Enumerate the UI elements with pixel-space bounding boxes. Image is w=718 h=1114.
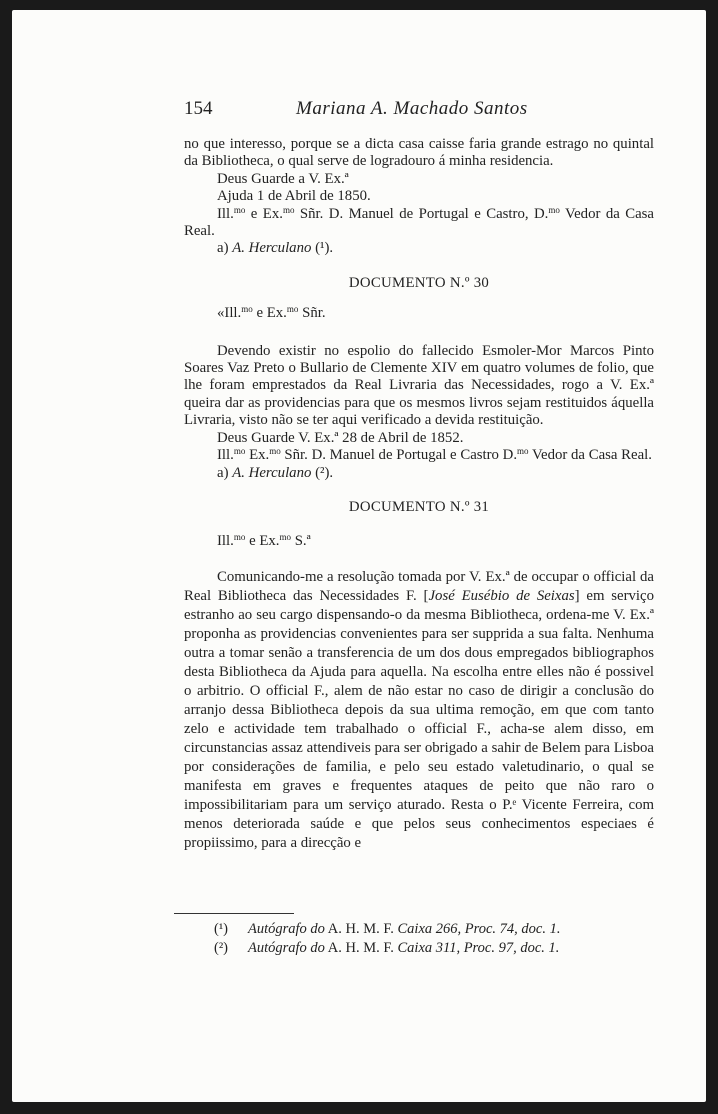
body-text: [184, 136, 654, 853]
paragraph: no que interesso, porque se a dicta casa caisse faria grande estrago no quintal da Bibliotheca, o qual serve de logradouro á minha residencia.: [184, 136, 654, 170]
document-30-salutation: «Ill.$^{mo}$ e Ex.$^{mo}$ Sñr.: [217, 304, 326, 322]
document-30-addressee: Ill.$^{mo}$ Ex.$^{mo}$ Sñr. D. Manuel de Portugal e Castro D.$^{mo}$ Vedor da Casa Real.: [217, 446, 652, 464]
footnote: (¹) Autógrafo do A. H. M. F. Caixa 266, Proc. 74, doc. 1.: [214, 921, 561, 937]
signature-line: a) A. Herculano (¹).: [217, 240, 334, 257]
page-header: [184, 98, 654, 122]
document-30-paragraph: Devendo existir no espolio do fallecido Esmoler-Mor Marcos Pinto Soares Vaz Preto o Bullario de Clemente XIV em quatro volumes de folio, que lhe foram emprestados da Real Livraria das Necessidades, rogo a V. Ex.ª queira dar as providencias para que os mesmos livros sejam restituidos áquella Livraria, visto não se ter aqui verificado a devida restituição.: [184, 342, 654, 429]
document-30-closing: Deus Guarde V. Ex.ª 28 de Abril de 1852.: [217, 429, 464, 446]
date-line: Ajuda 1 de Abril de 1850.: [217, 188, 371, 205]
footnote-rule: [174, 913, 294, 914]
footnotes: [184, 920, 654, 958]
closing-line: Deus Guarde a V. Ex.ª: [217, 170, 349, 187]
document-31-salutation: Ill.$^{mo}$ e Ex.$^{mo}$ S.ª: [217, 532, 311, 550]
document-30-title: DOCUMENTO N.º 30: [348, 274, 490, 291]
footnote: (²) Autógrafo do A. H. M. F. Caixa 311, Proc. 97, doc. 1.: [214, 940, 560, 956]
running-title: Mariana A. Machado Santos: [296, 98, 528, 119]
document-30-signature: a) A. Herculano (²).: [217, 464, 334, 481]
document-31-paragraph: Comunicando-me a resolução tomada por V. Ex.ª de occupar o official da Real Bibliotheca das Necessidades F. [José Eusébio de Seixas] em serviço estranho ao seu cargo dispensando-o da mesma Bibliotheca, ordena-me V. Ex.ª proponha as providencias convenientes para ser supprida a sua falta. Nenhuma outra a tomar senão a transferencia de um dos dous empregados bibliographos desta Bibliotheca da Ajuda para aquella. Na escolha entre elles não é possivel o arbitrio. O official F., alem de não estar no caso de dirigir a conclusão do arranjo dessa Bibliotheca depois da sua ultima remoção, em que com tanto zelo e actividade tem trabalhado o official F., acha-se alem disso, em circunstancias assaz attendiveis para ser obrigado a sahir de Belem para Lisboa por considerações de familia, e pelo seu estado valetudinario, o qual se manifesta em graves e frequentes ataques de peito que não raro o impossibilitariam para um serviço aturado. Resta o P.ᵉ Vicente Ferreira, com menos deteriorada saúde e que pelos seus conhecimentos especiaes é propiissimo, para a direcção e: [184, 568, 654, 851]
addressee-line: Ill.$^{mo}$ e Ex.$^{mo}$ Sñr. D. Manuel de Portugal e Castro, D.$^{mo}$ Vedor da Casa Real.: [184, 204, 654, 240]
book-page: [12, 10, 706, 1102]
document-31-title: DOCUMENTO N.º 31: [348, 498, 490, 515]
page-number: 154: [184, 98, 213, 119]
